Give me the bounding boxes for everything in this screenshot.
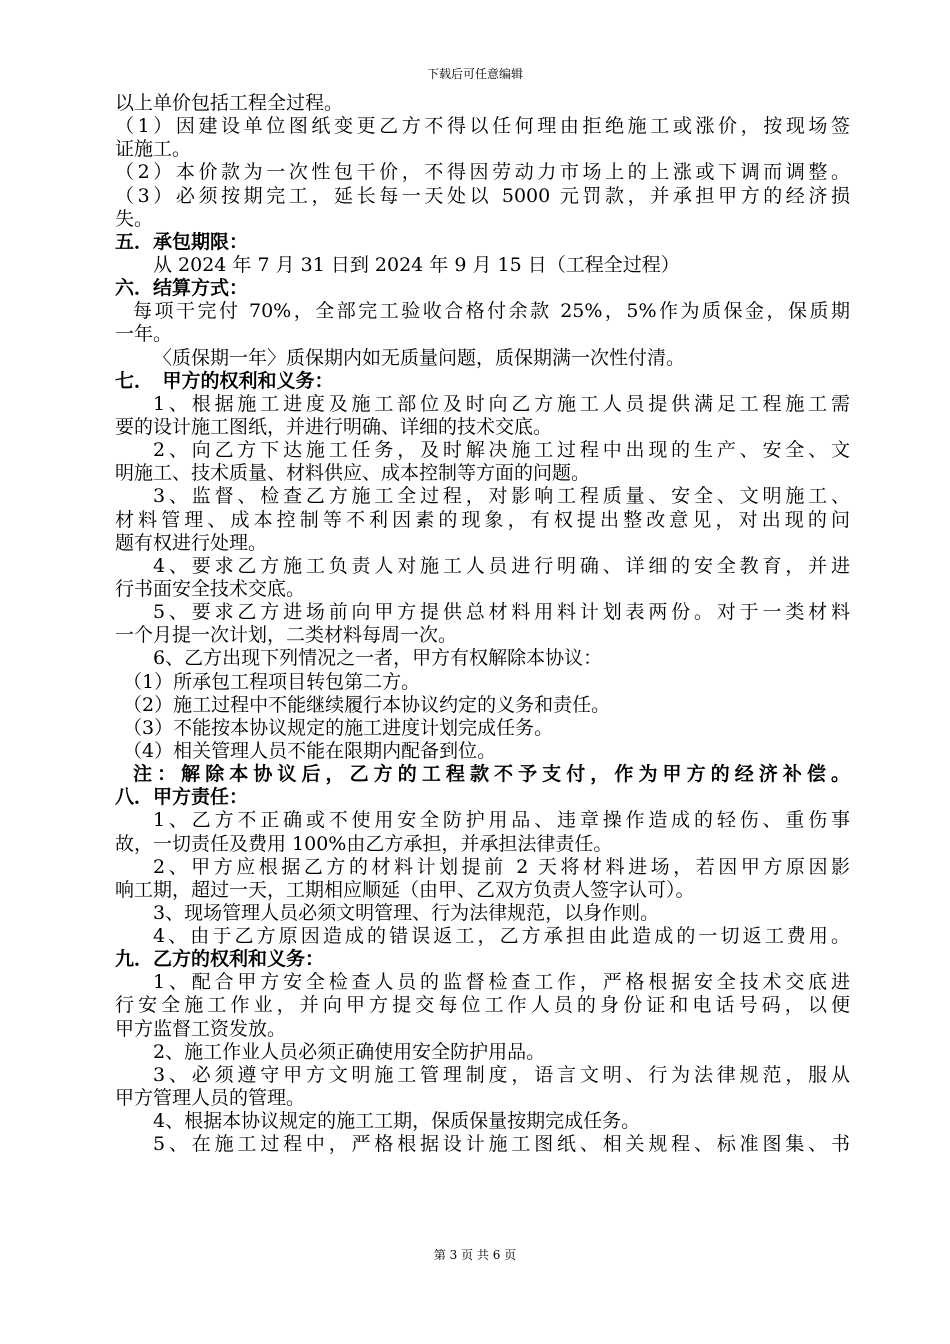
- document-line: 甲方管理人员的管理。: [115, 1087, 306, 1110]
- document-line: 2、向乙方下达施工任务，及时解决施工过程中出现的生产、安全、文: [153, 439, 850, 462]
- document-line: 6、乙方出现下列情况之一者，甲方有权解除本协议：: [153, 647, 603, 670]
- document-line: 2、甲方应根据乙方的材料计划提前 2 天将材料进场，若因甲方原因影: [153, 855, 850, 878]
- document-line: （4）相关管理人员不能在限期内配备到位。: [123, 739, 497, 762]
- page-footer: 第 3 页 共 6 页: [433, 1248, 517, 1262]
- document-line: 1、配合甲方安全检查人员的监督检查工作，严格根据安全技术交底进: [153, 971, 850, 994]
- document-line: （3）必须按期完工，延长每一天处以 5000 元罚款，并承担甲方的经济损: [115, 184, 850, 207]
- document-line: 一个月提一次计划，二类材料每周一次。: [115, 624, 458, 647]
- document-line: 七． 甲方的权利和义务：: [115, 369, 334, 392]
- document-line: 以上单价包括工程全过程。: [115, 92, 344, 114]
- document-line: 4、根据本协议规定的施工工期，保质保量按期完成任务。: [153, 1110, 641, 1133]
- document-line: 从 2024 年 7 月 31 日到 2024 年 9 月 15 日（工程全过程）: [153, 253, 680, 276]
- document-line: 失。: [115, 207, 154, 230]
- document-line: 5、要求乙方进场前向甲方提供总材料用料计划表两份。对于一类材料: [153, 601, 850, 624]
- document-line: 证施工。: [115, 138, 192, 161]
- document-body: [115, 92, 850, 1156]
- document-line: 一年。: [115, 323, 173, 346]
- page-header: 下载后可任意编辑: [426, 67, 523, 81]
- document-line: 八．甲方责任：: [115, 786, 249, 809]
- document-line: 3、必须遵守甲方文明施工管理制度，语言文明、行为法律规范，服从: [153, 1063, 850, 1086]
- document-line: 每项干完付 70%，全部完工验收合格付余款 25%，5%作为质保金，保质期: [133, 300, 850, 323]
- document-line: 五．承包期限：: [115, 230, 249, 253]
- document-line: 行安全施工作业，并向甲方提交每位工作人员的身份证和电话号码，以便: [115, 994, 850, 1017]
- document-line: 注：解除本协议后，乙方的工程款不予支付，作为甲方的经济补偿。: [133, 763, 850, 786]
- document-line: 1、根据施工进度及施工部位及时向乙方施工人员提供满足工程施工需: [153, 392, 850, 415]
- document-line: 题有权进行处理。: [115, 531, 268, 554]
- document-line: 4、要求乙方施工负责人对施工人员进行明确、详细的安全教育，并进: [153, 554, 850, 577]
- document-line: 明施工、技术质量、材料供应、成本控制等方面的问题。: [115, 462, 591, 485]
- document-line: （2）施工过程中不能继续履行本协议约定的义务和责任。: [123, 693, 611, 716]
- document-line: （2）本价款为一次性包干价，不得因劳动力市场上的上涨或下调而调整。: [115, 161, 850, 184]
- document-line: 九．乙方的权利和义务：: [115, 948, 325, 971]
- document-line: 行书面安全技术交底。: [115, 577, 306, 600]
- document-line: 材料管理、成本控制等不利因素的现象，有权提出整改意见，对出现的问: [115, 508, 850, 531]
- document-line: 要的设计施工图纸，并进行明确、详细的技术交底。: [115, 415, 553, 438]
- document-line: 甲方监督工资发放。: [115, 1017, 287, 1040]
- document-line: 2、施工作业人员必须正确使用安全防护用品。: [153, 1040, 546, 1063]
- document-line: 3、监督、检查乙方施工全过程，对影响工程质量、安全、文明施工、: [153, 485, 850, 508]
- document-line: 1、乙方不正确或不使用安全防护用品、违章操作造成的轻伤、重伤事: [153, 809, 850, 832]
- document-line: （3）不能按本协议规定的施工进度计划完成任务。: [123, 716, 554, 739]
- document-line: 3、现场管理人员必须文明管理、行为法律规范，以身作则。: [153, 901, 660, 924]
- document-line: 5、在施工过程中，严格根据设计施工图纸、相关规程、标准图集、书: [153, 1133, 850, 1156]
- document-line: （1）因建设单位图纸变更乙方不得以任何理由拒绝施工或涨价，按现场签: [115, 115, 850, 138]
- document-line: 响工期，超过一天，工期相应顺延（由甲、乙双方负责人签字认可）。: [115, 878, 695, 901]
- document-line: （1）所承包工程项目转包第二方。: [123, 670, 421, 693]
- document-line: 故，一切责任及费用 100%由乙方承担，并承担法律责任。: [115, 832, 613, 855]
- document-line: 〈质保期一年〉质保期内如无质量问题，质保期满一次性付清。: [153, 346, 686, 369]
- document-line: 六．结算方式：: [115, 277, 249, 300]
- document-line: 4、由于乙方原因造成的错误返工，乙方承担由此造成的一切返工费用。: [153, 925, 850, 948]
